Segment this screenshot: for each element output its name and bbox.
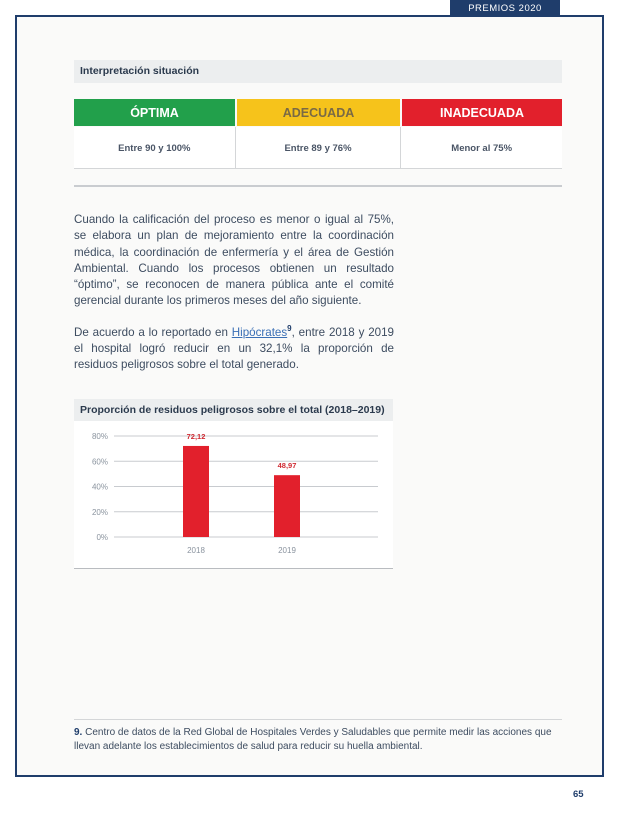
interpretation-ranges xyxy=(74,127,562,169)
interpretation-categories xyxy=(74,99,562,126)
paragraph2-text-after: , entre 2018 y 2019 el hospital logró reducir en un 32,1% la proporción de residuos peligrosos sobre el total generado. xyxy=(74,325,394,372)
paragraph2-text-before: De acuerdo a lo reportado en xyxy=(74,325,232,339)
header-tab: PREMIOS 2020 xyxy=(450,0,560,17)
footnote-text: Centro de datos de la Red Global de Hospitales Verdes y Saludables que permite medir las acciones que llevan adelante los establecimientos de salud para reducir su huella ambiental. xyxy=(74,727,552,752)
hipocrates-link[interactable]: Hipócrates xyxy=(231,325,288,339)
x-tick-label: 2018 xyxy=(187,546,205,555)
y-tick-label: 20% xyxy=(91,507,108,517)
footnote-number: 9. xyxy=(74,727,83,738)
category-optima: ÓPTIMA xyxy=(74,99,235,126)
footnote-divider xyxy=(74,719,562,720)
range-inadecuada: Menor al 75% xyxy=(451,142,513,154)
y-tick-label: 80% xyxy=(91,432,108,441)
bar-chart xyxy=(74,421,393,569)
data-label: 72,12 xyxy=(186,431,206,441)
y-tick-label: 0% xyxy=(96,533,108,542)
table-divider xyxy=(74,168,562,169)
chart-title: Proporción de residuos peligrosos sobre el total (2018–2019) xyxy=(74,399,393,421)
chart-area xyxy=(74,421,393,569)
body-paragraph-1: Cuando la calificación del proceso es menor o igual al 75%, se elabora un plan de mejoramiento entre la coordinación médica, la coordinación de enfermería y el área de Gestión Ambiental. Cuando los procesos obtienen un resultado “óptimo”, se reconocen de manera pública ante el comité gerencial durante los primeros meses del año siguiente. xyxy=(74,213,394,308)
range-optima: Entre 90 y 100% xyxy=(118,142,191,154)
page-number: 65 xyxy=(573,789,584,800)
y-tick-label: 40% xyxy=(91,482,108,492)
chart-bottom-rule xyxy=(74,568,393,569)
footnote xyxy=(74,726,562,753)
interpretation-title: Interpretación situación xyxy=(74,60,562,83)
category-inadecuada: INADECUADA xyxy=(402,99,562,126)
data-label: 48,97 xyxy=(277,461,297,471)
x-tick-label: 2019 xyxy=(278,546,296,555)
range-adecuada: Entre 89 y 76% xyxy=(235,127,402,169)
footnote-ref: 9 xyxy=(287,324,292,333)
bar xyxy=(274,475,300,537)
table-bottom-rule xyxy=(74,185,562,187)
body-paragraph-2 xyxy=(74,321,394,374)
bar xyxy=(183,446,209,537)
category-adecuada: ADECUADA xyxy=(237,99,400,126)
y-tick-label: 60% xyxy=(91,457,108,467)
